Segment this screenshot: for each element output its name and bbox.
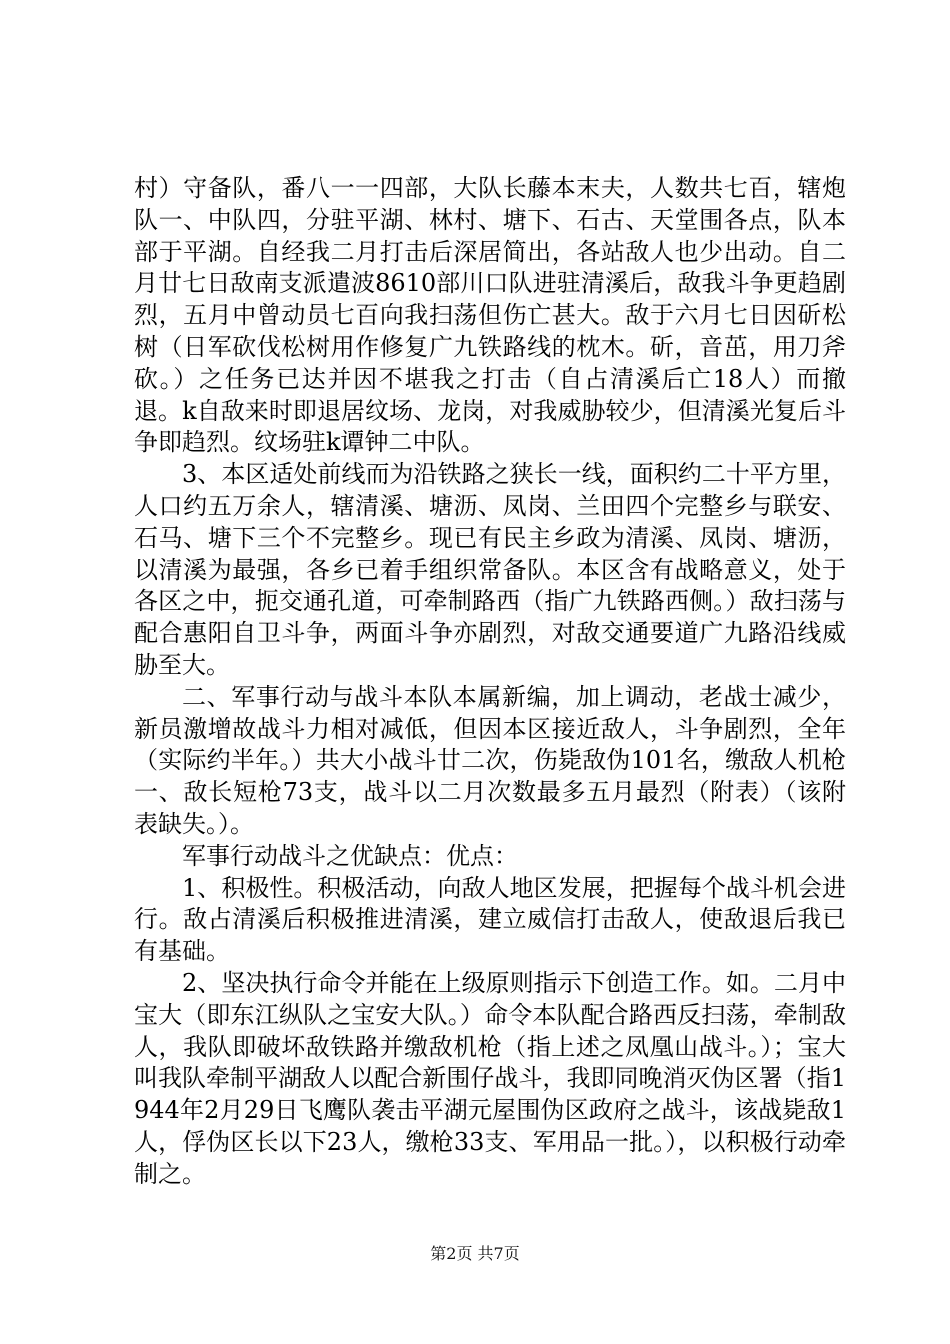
document-body bbox=[134, 173, 846, 1191]
paragraph-strength-2: 2、坚决执行命令并能在上级原则指示下创造工作。如。二月中宝大（即东江纵队之宝安大队。）命令本队配合路西反扫荡，牵制敌人，我队即破坏敌铁路并缴敌机枪（指上述之凤凰山战斗。）；宝大叫我队牵制平湖敌人以配合新围仔战斗，我即同晚消灭伪区署（指1944年2月29日飞鹰队袭击平湖元屋围伪区政府之战斗，该战毙敌1人，俘伪区长以下23人，缴枪33支、军用品一批。），以积极行动牵制之。 bbox=[134, 968, 846, 1188]
paragraph-district-overview: 3、本区适处前线而为沿铁路之狭长一线，面积约二十平方里，人口约五万余人，辖清溪、塘沥、凤岗、兰田四个完整乡与联安、石马、塘下三个不完整乡。现已有民主乡政为清溪、凤岗、塘沥，以清溪为最强，各乡已着手组织常备队。本区含有战略意义，处于各区之中，扼交通孔道，可牵制路西（指广九铁路西侧。）敌扫荡与配合惠阳自卫斗争，两面斗争亦剧烈，对敌交通要道广九路沿线威胁至大。 bbox=[134, 460, 846, 679]
paragraph-continuation: 村）守备队，番八一一四部，大队长藤本末夫，人数共七百，辖炮队一、中队四，分驻平湖、林村、塘下、石古、天堂围各点，队本部于平湖。自经我二月打击后深居简出，各站敌人也少出动。自二月廿七日敌南支派遣波8610部川口队进驻清溪后，敌我斗争更趋剧烈，五月中曾动员七百向我扫荡但伤亡甚大。敌于六月七日因斫松树（日军砍伐松树用作修复广九铁路线的枕木。斫，音茁，用刀斧砍。）之任务已达并因不堪我之打击（自占清溪后亡18人）而撤退。k自敌来时即退居纹场、龙岗，对我威胁较少，但清溪光复后斗争即趋烈。纹场驻k谭钟二中队。 bbox=[134, 174, 846, 457]
paragraph-strengths-heading: 军事行动战斗之优缺点：优点： bbox=[182, 841, 518, 870]
paragraph-strength-1: 1、积极性。积极活动，向敌人地区发展，把握每个战斗机会进行。敌占清溪后积极推进清溪，建立威信打击敌人，使敌退后我已有基础。 bbox=[134, 873, 846, 966]
page-number-footer: 第2页 共7页 bbox=[430, 1244, 520, 1263]
paragraph-military-actions: 二、军事行动与战斗本队本属新编，加上调动，老战士减少，新员激增故战斗力相对减低，但因本区接近敌人，斗争剧烈，全年（实际约半年。）共大小战斗廿二次，伤毙敌伪101名，缴敌人机枪一、敌长短枪73支，战斗以二月次数最多五月最烈（附表）（该附表缺失。）。 bbox=[134, 682, 846, 838]
